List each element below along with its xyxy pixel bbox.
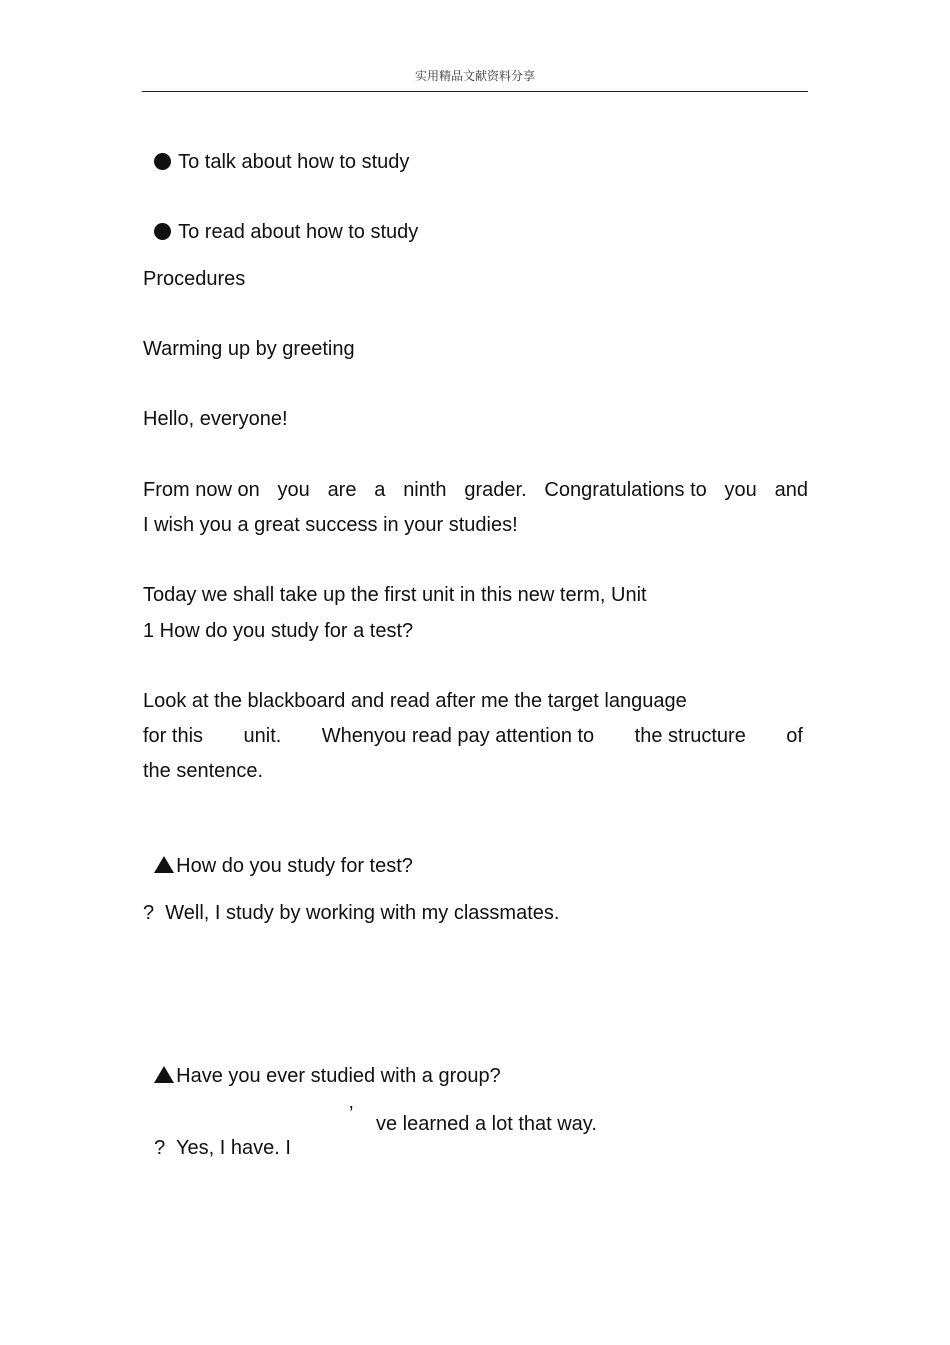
paragraph-3-line-2: [143, 724, 803, 748]
paragraph-3-line-3: the sentence.: [143, 760, 264, 782]
triangle-icon: [154, 856, 174, 873]
procedures-heading: Procedures: [143, 268, 246, 290]
word: Whenyou read pay attention to: [321, 725, 595, 747]
bullet-icon: [154, 153, 171, 170]
word: unit.: [243, 725, 282, 747]
word: the structure: [634, 725, 746, 747]
paragraph-1-line-2: I wish you a great success in your studies!: [143, 514, 518, 536]
word: and: [774, 479, 808, 501]
greeting-text: Hello, everyone!: [143, 408, 288, 430]
apostrophe-mark: ’: [349, 1103, 354, 1125]
answer-part-2: ve learned a lot that way.: [376, 1113, 597, 1135]
header-title: 实用精品文献资料分享: [414, 69, 535, 83]
dialogue-question: [143, 1040, 501, 1088]
word: you: [724, 479, 757, 501]
word: grader.: [464, 479, 527, 501]
word: of: [786, 725, 803, 747]
paragraph-3-line-1: Look at the blackboard and read after me the target language: [143, 690, 687, 712]
objective-item: [143, 196, 418, 244]
word: for this: [143, 725, 204, 747]
warming-up-heading: Warming up by greeting: [143, 338, 355, 360]
objective-text: To read about how to study: [178, 221, 419, 243]
triangle-icon: [154, 1066, 174, 1083]
word: ninth: [403, 479, 447, 501]
page-header: [142, 66, 808, 92]
dialogue-text: Have you ever studied with a group?: [176, 1065, 501, 1087]
answer-part-1: ? Yes, I have. I: [154, 1137, 291, 1159]
paragraph-1-line-1: [143, 478, 808, 502]
paragraph-2-line-1: Today we shall take up the first unit in this new term, Unit: [143, 584, 647, 606]
objective-item: [143, 126, 409, 174]
word: you: [277, 479, 310, 501]
dialogue-text: How do you study for test?: [176, 855, 413, 877]
word: Congratulations to: [544, 479, 707, 501]
dialogue-answer: ? Well, I study by working with my classmates.: [143, 902, 560, 924]
dialogue-answer: [143, 1112, 291, 1160]
objective-text: To talk about how to study: [178, 151, 410, 173]
word: a: [374, 479, 386, 501]
dialogue-question: [143, 830, 413, 878]
paragraph-2-line-2: 1 How do you study for a test?: [143, 620, 414, 642]
word: are: [327, 479, 357, 501]
word: From now on: [143, 479, 260, 501]
bullet-icon: [154, 223, 171, 240]
